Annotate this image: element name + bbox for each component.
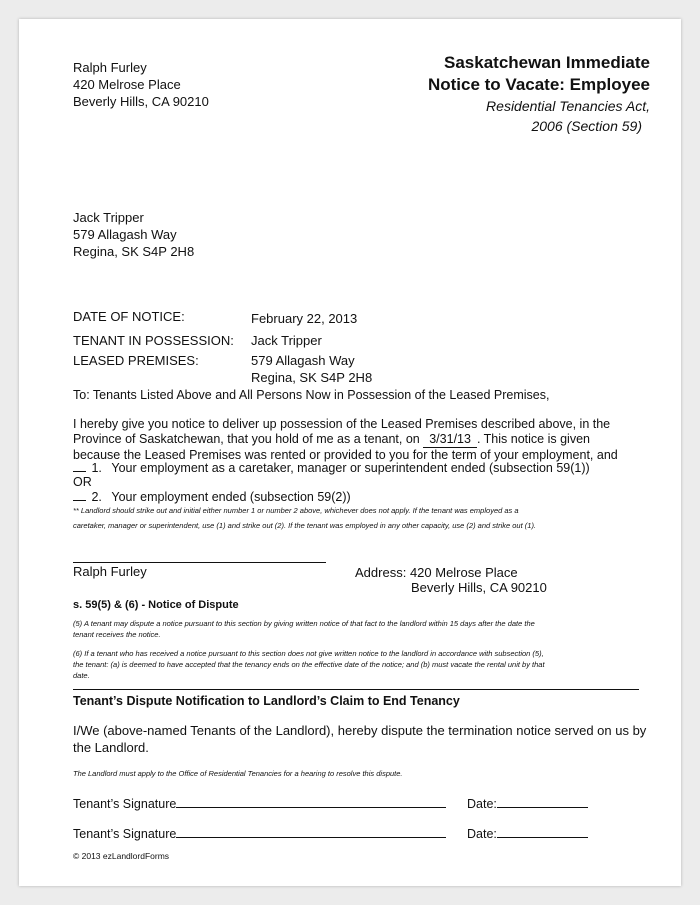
effective-date-value: 3/31/13 [429,432,471,446]
landlord-city: Beverly Hills, CA 90210 [73,94,209,109]
option-2 [73,490,351,504]
date-2-field[interactable] [497,825,588,838]
dispute-statement-line-1: I/We (above-named Tenants of the Landlord), hereby dispute the termination notice served on us by [73,723,647,738]
paragraph-line-1: I hereby give you notice to deliver up possession of the Leased Premises described above, in the [73,417,611,431]
tenant-signature-2-field[interactable] [176,825,446,838]
tenant-address [73,209,194,260]
or-label: OR [73,475,92,489]
tenant-city: Regina, SK S4P 2H8 [73,244,195,259]
footnote-line-1: ** Landlord should strike out and initial either number 1 or number 2 above, whichever does not apply. If the tenant was employed as a [73,506,519,515]
paragraph-line-2-suffix: . This notice is given [476,432,590,446]
option-1-text: Your employment as a caretaker, manager or superintendent ended (subsection 59(1)) [111,461,590,475]
tenant-in-possession-label: TENANT IN POSSESSION: [73,333,234,348]
address-label: Address: [355,565,407,580]
option-2-initial-blank [73,500,86,501]
date-of-notice-label: DATE OF NOTICE: [73,309,185,324]
option-2-text: Your employment ended (subsection 59(2)) [111,490,351,504]
to-line: To: Tenants Listed Above and All Persons Now in Possession of the Leased Premises, [73,388,550,402]
landlord-signature-name: Ralph Furley [73,564,147,579]
premises-city: Regina, SK S4P 2H8 [251,370,373,385]
title-line-2: Notice to Vacate: Employee [427,75,650,94]
subsection-6-line-2: the tenant: (a) is deemed to have accepted that the tenancy ends on the effective date of the notice; and (b) must vacate the rental unit by that [73,660,545,669]
date-2-label: Date: [467,827,497,841]
notice-of-dispute-heading: s. 59(5) & (6) - Notice of Dispute [73,599,239,611]
document-page [19,19,681,886]
address-line-1: 420 Melrose Place [409,565,518,580]
subsection-5 [73,618,535,640]
paragraph-line-3: because the Leased Premises was rented or provided to you for the term of your employment, and [73,448,618,462]
leased-premises-label: LEASED PREMISES: [73,353,199,368]
dispute-statement [73,722,646,756]
tenant-signature-row-2 [73,825,446,841]
date-1-label: Date: [467,797,497,811]
dispute-statement-line-2: the Landlord. [73,740,149,755]
notice-paragraph [73,417,618,463]
tenant-street: 579 Allagash Way [73,227,177,242]
paragraph-line-2-prefix: Province of Saskatchewan, that you hold of me as a tenant, on [73,432,420,446]
tenant-signature-row-1 [73,795,446,811]
effective-date-field [423,432,477,448]
landlord-signature-line [73,562,326,563]
paragraph-line-2 [73,432,618,448]
subtitle-line-2: 2006 (Section 59) [531,118,642,134]
dispute-section-rule [73,689,639,690]
landlord-address [73,59,209,110]
address-line-2: Beverly Hills, CA 90210 [411,580,547,595]
subsection-6-line-3: date. [73,671,90,680]
tenant-signature-1-label: Tenant’s Signature [73,797,177,811]
document-header [428,52,650,136]
option-2-number: 2. [91,490,102,504]
tenant-in-possession-value: Jack Tripper [251,333,322,348]
date-1-field[interactable] [497,795,588,808]
landlord-street: 420 Melrose Place [73,77,181,92]
option-1 [73,461,590,475]
option-1-initial-blank [73,471,86,472]
landlord-signature-address [355,565,518,581]
tenant-date-row-2 [467,825,588,841]
title-line-1: Saskatchewan Immediate [444,53,650,72]
tenant-signature-2-label: Tenant’s Signature [73,827,177,841]
tenant-signature-1-field[interactable] [176,795,446,808]
subtitle-line-1: Residential Tenancies Act, [486,98,650,114]
landlord-name: Ralph Furley [73,60,147,75]
copyright-footer: © 2013 ezLandlordForms [73,851,170,861]
subsection-6 [73,648,545,681]
date-of-notice-value: February 22, 2013 [251,311,358,326]
subsection-6-line-1: (6) If a tenant who has received a notice pursuant to this section does not give written notice to the landlord in accordance with subsection (5), [73,649,544,658]
tenant-dispute-heading: Tenant’s Dispute Notification to Landlord’s Claim to End Tenancy [73,694,460,708]
option-1-number: 1. [91,461,102,475]
tenant-name: Jack Tripper [73,210,144,225]
tenant-date-row-1 [467,795,588,811]
subsection-5-line-1: (5) A tenant may dispute a notice pursuant to this section by giving written notice of that fact to the landlord within 15 days after the date the [73,619,535,628]
landlord-hearing-note: The Landlord must apply to the Office of Residential Tenancies for a hearing to resolve this dispute. [73,769,403,778]
subsection-5-line-2: tenant receives the notice. [73,630,161,639]
strike-out-footnote [73,505,536,531]
leased-premises-value [251,352,372,386]
footnote-line-2: caretaker, manager or superintendent, use (1) and strike out (2). If the tenant was employed in any other capacity, use (2) and strike out (1). [73,521,537,530]
premises-street: 579 Allagash Way [251,353,355,368]
